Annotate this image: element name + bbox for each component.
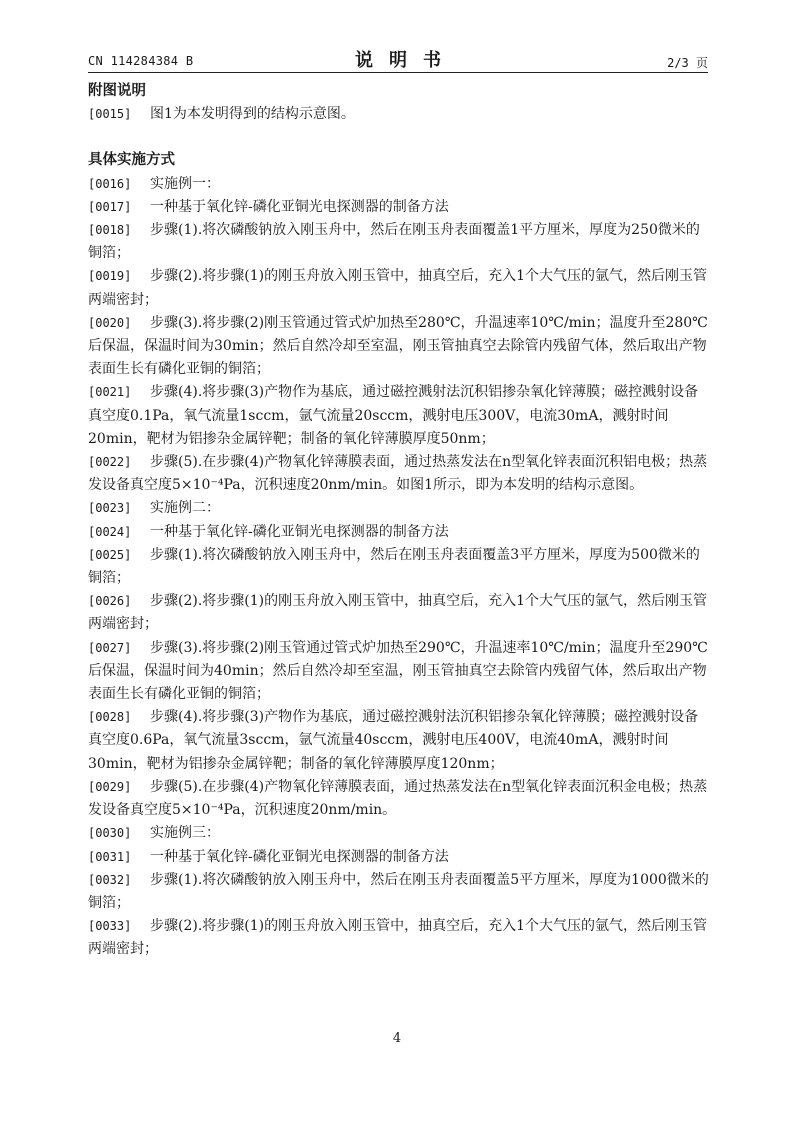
- paragraph-text: 实施例三：: [150, 825, 220, 842]
- paragraph: [88, 103, 710, 126]
- document-body: [88, 80, 710, 962]
- paragraph: [88, 219, 710, 265]
- paragraph-number: [0020]: [88, 315, 132, 330]
- paragraph: [88, 544, 710, 590]
- paragraph-text: 步骤(4).将步骤(3)产物作为基底，通过磁控溅射法沉积铝掺杂氧化锌薄膜；磁控溅射设备真空度0.1Pa，氧气流量1sccm，氩气流量20sccm，溅射电压300V，电流30mA，溅射时间20min，靶材为铝掺杂金属锌靶；制备的氧化锌薄膜厚度50nm；: [88, 384, 699, 447]
- paragraph-number: [0031]: [88, 849, 132, 864]
- paragraph-number: [0015]: [88, 107, 132, 122]
- paragraph-text: 图1为本发明得到的结构示意图。: [150, 106, 355, 123]
- paragraph: [88, 265, 710, 311]
- paragraph-text: 步骤(2).将步骤(1)的刚玉舟放入刚玉管中，抽真空后，充入1个大气压的氩气，然后刚玉管两端密封；: [88, 593, 708, 633]
- paragraph-text: 步骤(1).将次磷酸钠放入刚玉舟中，然后在刚玉舟表面覆盖1平方厘米，厚度为250微米的铜箔；: [88, 222, 700, 262]
- paragraph-number: [0019]: [88, 269, 132, 284]
- paragraph-text: 步骤(1).将次磷酸钠放入刚玉舟中，然后在刚玉舟表面覆盖5平方厘米，厚度为1000微米的铜箔；: [88, 871, 709, 911]
- paragraph-text: 步骤(4).将步骤(3)产物作为基底，通过磁控溅射法沉积铝掺杂氧化锌薄膜；磁控溅射设备真空度0.6Pa，氧气流量3sccm，氩气流量40sccm，溅射电压400V，电流40mA，溅射时间30min，靶材为铝掺杂金属锌靶；制备的氧化锌薄膜厚度120nm；: [88, 709, 699, 772]
- paragraph-number: [0027]: [88, 640, 132, 655]
- paragraph-text: 步骤(3).将步骤(2)刚玉管通过管式炉加热至280℃，升温速率10℃/min；温度升至280℃后保温，保温时间为30min；然后自然冷却至室温，刚玉管抽真空去除管内残留气体，然后取出产物表面生长有磷化亚铜的铜箔；: [88, 314, 708, 378]
- paragraph-number: [0030]: [88, 826, 132, 841]
- header-divider: [88, 72, 708, 73]
- paragraph-number: [0023]: [88, 501, 132, 516]
- paragraph: [88, 497, 710, 520]
- paragraph-text: 步骤(3).将步骤(2)刚玉管通过管式炉加热至290℃，升温速率10℃/min；温度升至290℃后保温，保温时间为40min；然后自然冷却至室温，刚玉管抽真空去除管内残留气体，然后取出产物表面生长有磷化亚铜的铜箔；: [88, 639, 708, 703]
- paragraph-number: [0021]: [88, 385, 132, 400]
- paragraph-number: [0032]: [88, 872, 132, 887]
- paragraph: [88, 173, 710, 196]
- page-header: [88, 46, 708, 70]
- paragraph: [88, 706, 710, 776]
- paragraph: [88, 521, 710, 544]
- paragraph-number: [0018]: [88, 223, 132, 238]
- paragraph-text: 实施例二：: [150, 500, 220, 517]
- page-indicator: 2/3 页: [667, 56, 708, 70]
- paragraph: [88, 915, 710, 961]
- paragraph: [88, 312, 710, 382]
- paragraph: [88, 451, 710, 497]
- paragraph-text: 步骤(2).将步骤(1)的刚玉舟放入刚玉管中，抽真空后，充入1个大气压的氩气，然后刚玉管两端密封；: [88, 268, 708, 308]
- section-heading: 具体实施方式: [88, 152, 175, 169]
- patent-number: CN 114284384 B: [88, 54, 194, 68]
- paragraph-text: 步骤(5).在步骤(4)产物氧化锌薄膜表面，通过热蒸发法在n型氧化锌表面沉积铝电极；热蒸发设备真空度5×10⁻⁴Pa，沉积速度20nm/min。如图1所示，即为本发明的结构示意图。: [88, 454, 708, 494]
- paragraph: [88, 637, 710, 707]
- paragraph-number: [0029]: [88, 779, 132, 794]
- paragraph-number: [0033]: [88, 919, 132, 934]
- paragraph-text: 一种基于氧化锌-磷化亚铜光电探测器的制备方法: [150, 848, 449, 865]
- document-title: 说明书: [355, 50, 457, 71]
- paragraph-number: [0016]: [88, 176, 132, 191]
- paragraph-text: 步骤(2).将步骤(1)的刚玉舟放入刚玉管中，抽真空后，充入1个大气压的氩气，然后刚玉管两端密封；: [88, 918, 708, 958]
- paragraph: [88, 196, 710, 219]
- paragraph: [88, 381, 710, 451]
- paragraph-text: 步骤(1).将次磷酸钠放入刚玉舟中，然后在刚玉舟表面覆盖3平方厘米，厚度为500微米的铜箔；: [88, 546, 700, 587]
- paragraph-text: 步骤(5).在步骤(4)产物氧化锌薄膜表面，通过热蒸发法在n型氧化锌表面沉积金电极；热蒸发设备真空度5×10⁻⁴Pa，沉积速度20nm/min。: [88, 778, 708, 819]
- paragraph-text: 实施例一：: [150, 175, 220, 192]
- paragraph-text: 一种基于氧化锌-磷化亚铜光电探测器的制备方法: [150, 523, 449, 540]
- paragraph: [88, 776, 710, 822]
- section-heading: 附图说明: [88, 83, 146, 99]
- section-spacer: [88, 126, 710, 149]
- paragraph-number: [0025]: [88, 547, 132, 562]
- paragraph-number: [0022]: [88, 455, 132, 470]
- paragraph-number: [0017]: [88, 199, 132, 214]
- paragraph: [88, 590, 710, 636]
- paragraph: [88, 846, 710, 869]
- paragraph-number: [0026]: [88, 594, 132, 609]
- paragraph-text: 一种基于氧化锌-磷化亚铜光电探测器的制备方法: [150, 198, 449, 215]
- paragraph: [88, 822, 710, 845]
- page-number: 4: [392, 1031, 402, 1046]
- paragraph: [88, 869, 710, 915]
- paragraph-number: [0028]: [88, 710, 132, 725]
- paragraph-number: [0024]: [88, 524, 132, 539]
